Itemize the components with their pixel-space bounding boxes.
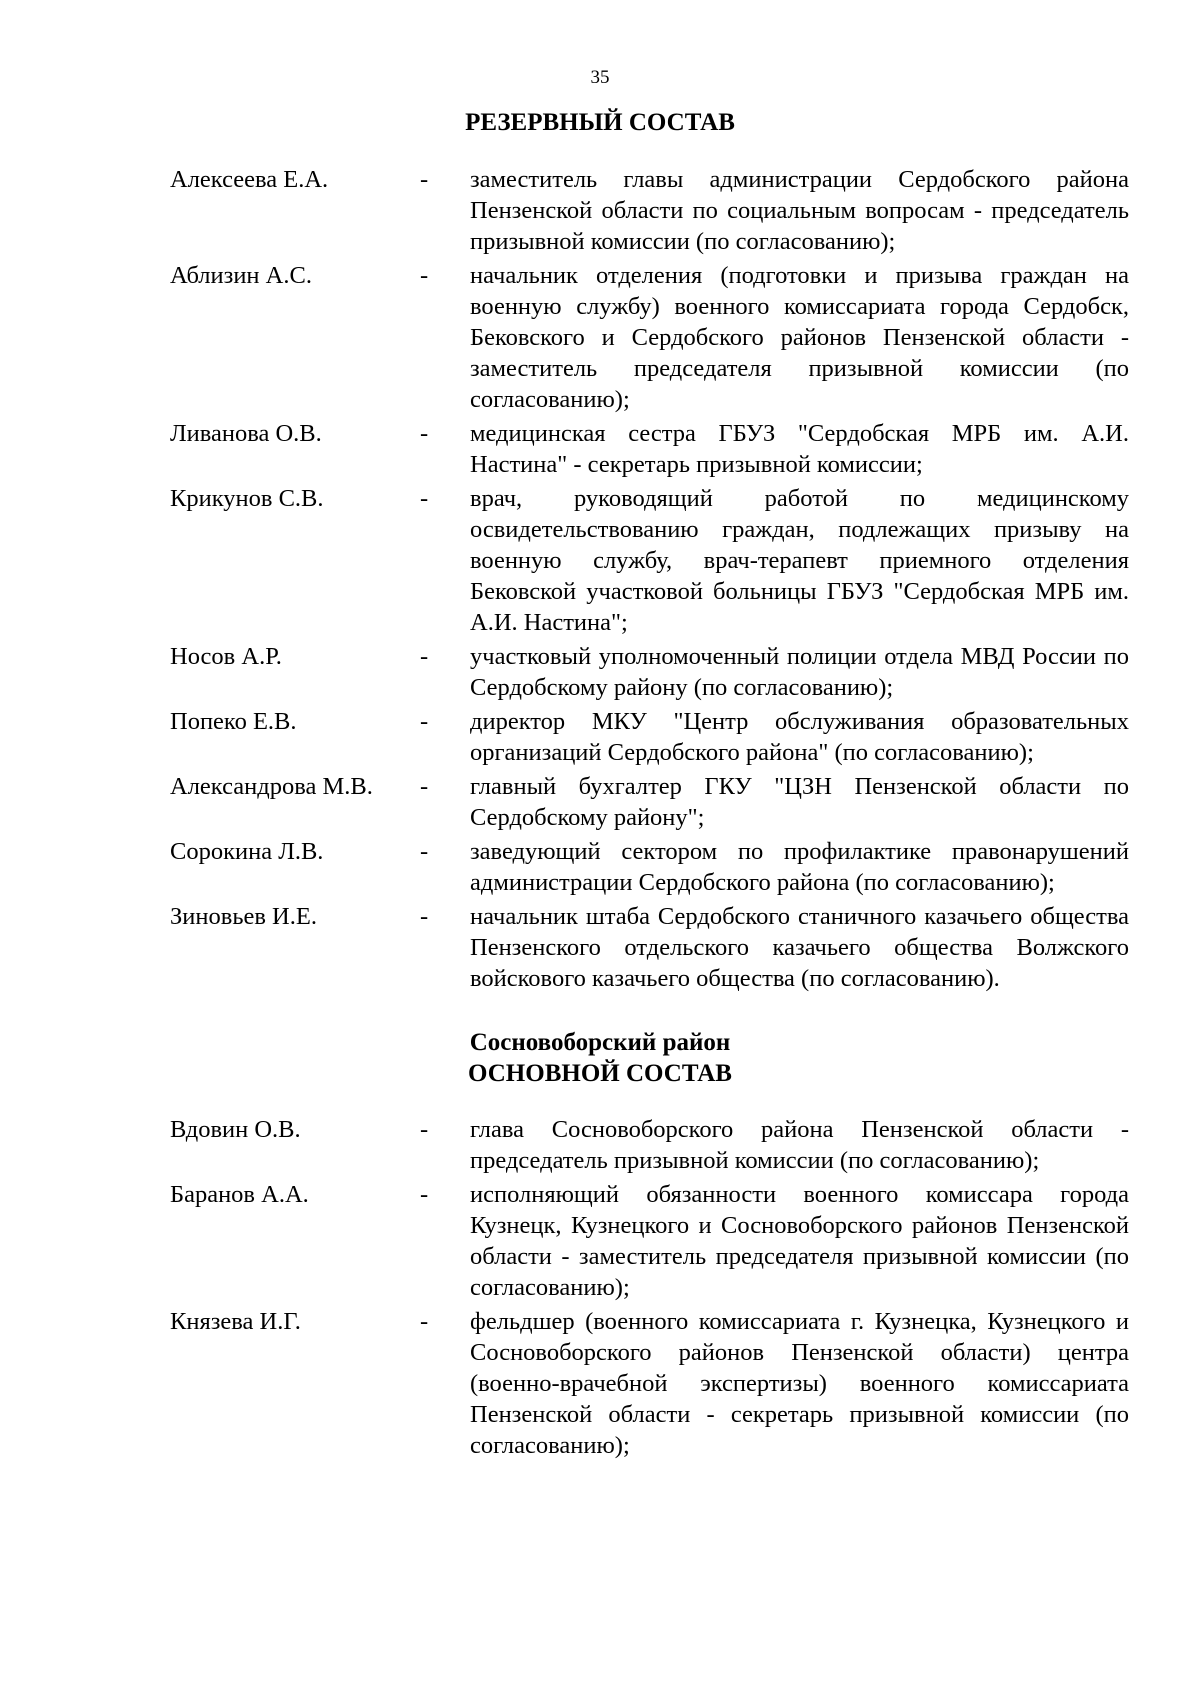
section-title-line: ОСНОВНОЙ СОСТАВ: [468, 1060, 732, 1087]
dash-separator: -: [420, 420, 429, 447]
member-role: медицинская сестра ГБУЗ "Сердобская МРБ им. А.И. Настина" - секретарь призывной комиссии;: [470, 420, 1129, 478]
member-name: Вдовин О.В.: [170, 1116, 301, 1143]
member-row: [0, 641, 1200, 703]
member-row: [0, 483, 1200, 638]
member-role: начальник отделения (подготовки и призыва граждан на военную службу) военного комиссариата города Сердобск, Бековского и Сердобского районов Пензенской области - заместитель председателя призывной комиссии (по согласованию);: [470, 262, 1129, 413]
dash-separator: -: [420, 1116, 429, 1143]
member-role: врач, руководящий работой по медицинскому освидетельствованию граждан, подлежащих призыву на военную службу, врач-терапевт приемного отделения Бековской участковой больницы ГБУЗ "Сердобская МРБ им. А.И. Настина";: [470, 485, 1129, 636]
dash-separator: -: [420, 485, 429, 512]
section-title-sosnovoborsky: [0, 1027, 1200, 1089]
section-title-line: РЕЗЕРВНЫЙ СОСТАВ: [465, 109, 735, 136]
member-role: начальник штаба Сердобского станичного казачьего общества Пензенского отдельского казачьего общества Волжского войскового казачьего общества (по согласованию).: [470, 903, 1129, 992]
member-role: заместитель главы администрации Сердобского района Пензенской области по социальным вопросам - председатель призывной комиссии (по согласованию);: [470, 166, 1129, 255]
member-row: [0, 1114, 1200, 1176]
member-name: Крикунов С.В.: [170, 485, 324, 512]
page-number: 35: [590, 67, 610, 88]
member-name: Ливанова О.В.: [170, 420, 322, 447]
member-row: [0, 771, 1200, 833]
dash-separator: -: [420, 838, 429, 865]
member-name: Алексеева Е.А.: [170, 166, 329, 193]
member-row: [0, 836, 1200, 898]
member-name: Зиновьев И.Е.: [170, 903, 317, 930]
member-role: участковый уполномоченный полиции отдела МВД России по Сердобскому району (по согласованию);: [470, 643, 1129, 701]
member-name: Князева И.Г.: [170, 1308, 301, 1335]
member-role: директор МКУ "Центр обслуживания образовательных организаций Сердобского района" (по согласованию);: [470, 708, 1129, 766]
member-name: Носов А.Р.: [170, 643, 282, 670]
member-row: [0, 418, 1200, 480]
dash-separator: -: [420, 166, 429, 193]
dash-separator: -: [420, 262, 429, 289]
member-name: Александрова М.В.: [170, 773, 373, 800]
member-role: глава Сосновоборского района Пензенской области - председатель призывной комиссии (по согласованию);: [470, 1116, 1129, 1174]
member-role: главный бухгалтер ГКУ "ЦЗН Пензенской области по Сердобскому району";: [470, 773, 1129, 831]
section-title-reserve: [0, 107, 1200, 138]
member-row: [0, 1306, 1200, 1461]
member-row: [0, 706, 1200, 768]
member-name: Баранов А.А.: [170, 1181, 309, 1208]
member-role: фельдшер (военного комиссариата г. Кузнецка, Кузнецкого и Сосновоборского районов Пензенской области) центра (военно-врачебной экспертизы) военного комиссариата Пензенской области - секретарь призывной комиссии (по согласованию);: [470, 1308, 1129, 1459]
member-row: [0, 164, 1200, 257]
member-row: [0, 1179, 1200, 1303]
dash-separator: -: [420, 1181, 429, 1208]
member-name: Сорокина Л.В.: [170, 838, 324, 865]
member-row: [0, 260, 1200, 415]
dash-separator: -: [420, 903, 429, 930]
dash-separator: -: [420, 643, 429, 670]
member-row: [0, 901, 1200, 994]
dash-separator: -: [420, 773, 429, 800]
member-name: Попеко Е.В.: [170, 708, 297, 735]
member-name: Аблизин А.С.: [170, 262, 312, 289]
dash-separator: -: [420, 708, 429, 735]
member-list-main: [0, 1114, 1200, 1464]
member-list-reserve: [0, 164, 1200, 997]
member-role: исполняющий обязанности военного комиссара города Кузнецк, Кузнецкого и Сосновоборского районов Пензенской области - заместитель председателя призывной комиссии (по согласованию);: [470, 1181, 1129, 1301]
dash-separator: -: [420, 1308, 429, 1335]
member-role: заведующий сектором по профилактике правонарушений администрации Сердобского района (по согласованию);: [470, 838, 1129, 896]
section-title-line: Сосновоборский район: [469, 1029, 731, 1056]
